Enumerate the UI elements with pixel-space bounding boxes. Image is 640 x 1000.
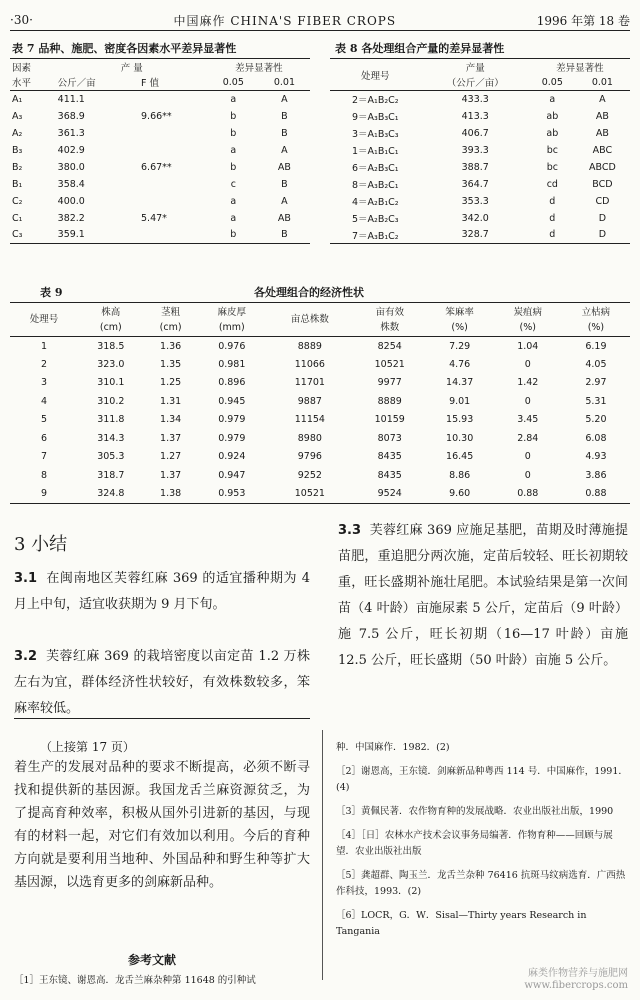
table-row	[330, 159, 630, 176]
table9-header-unit: (%)	[519, 321, 536, 333]
table-cell: 0.924	[218, 451, 246, 463]
table-cell: 8435	[377, 451, 402, 463]
summary-3-2	[14, 644, 310, 722]
table7-header: 产 量	[120, 62, 143, 74]
table-cell: 1.36	[160, 340, 182, 352]
table-cell: 9977	[377, 377, 402, 389]
table-cell: B	[281, 110, 288, 122]
table9-header-label: 立枯病	[581, 306, 611, 318]
table-cell: 10521	[374, 358, 405, 370]
table-cell: 364.7	[461, 178, 489, 190]
reference-item: ［3］黄佩民著．农作物育种的发展战略．农业出版社出版，1990	[336, 806, 614, 817]
table-cell: 8980	[297, 432, 322, 444]
table-cell: B₂	[12, 161, 23, 173]
table9-header-label: 炭疽病	[513, 306, 543, 318]
journal-title: 中国麻作 CHINA'S FIBER CROPS	[173, 13, 397, 28]
table-cell: 4.76	[449, 358, 471, 370]
table-cell: 1.35	[160, 358, 182, 370]
table-cell: 411.1	[57, 93, 85, 105]
table9-header-label: 茎粗	[161, 306, 181, 318]
table-cell: 6＝A₂B₃C₁	[351, 163, 399, 174]
table-cell	[139, 193, 208, 210]
table-cell: d	[549, 229, 556, 241]
table-cell: 8073	[377, 432, 402, 444]
table-cell: A	[281, 93, 288, 105]
table-cell: 10.30	[446, 432, 474, 444]
table-cell: 1.37	[160, 469, 182, 481]
table9-header-unit: (mm)	[218, 321, 245, 333]
table-cell: 11701	[294, 377, 325, 389]
table-cell: BCD	[592, 178, 613, 190]
table-cell: 358.4	[57, 178, 85, 190]
table-cell: D	[598, 229, 607, 241]
table-cell: B₃	[12, 144, 23, 156]
table-cell: a	[549, 93, 556, 105]
table-cell: C₂	[12, 195, 23, 207]
table-cell: D	[598, 212, 607, 224]
table-cell: 1.38	[160, 488, 182, 499]
table9-header-label: 笨麻率	[445, 306, 474, 318]
table-cell: a	[230, 93, 237, 105]
table-cell: 15.93	[446, 414, 474, 426]
table9-caption: 各处理组合的经济性状	[254, 286, 364, 299]
reference-item: ［2］谢恩高，王东镜．剑麻新品种粤西 114 号．中国麻作，1991．(4)	[336, 766, 628, 793]
table-cell: 0	[524, 469, 531, 481]
table-row	[10, 411, 630, 430]
table-cell: 1.04	[517, 340, 539, 352]
table-cell: 1.42	[517, 377, 539, 389]
table-cell: 0.896	[218, 377, 246, 389]
table-cell: 310.1	[97, 377, 125, 389]
table-cell: 16.45	[446, 451, 474, 463]
table9-header-label: 麻皮厚	[217, 306, 247, 318]
table9-header-unit: (%)	[451, 321, 468, 333]
table-cell: 6.08	[585, 432, 607, 444]
table-cell: 0.947	[218, 469, 246, 481]
table-cell: 3＝A₁B₃C₃	[351, 129, 399, 140]
table9-header-label: 株高	[101, 306, 121, 318]
table-cell: A₁	[12, 93, 23, 105]
table-row	[10, 392, 630, 411]
table-cell	[139, 125, 208, 142]
table-cell: AB	[595, 110, 609, 122]
table-cell: 7.29	[449, 340, 471, 352]
summary-3-3	[338, 518, 628, 674]
table-cell: bc	[546, 161, 558, 173]
table7-header: 差异显著性	[235, 62, 283, 74]
table-cell: 6.67**	[141, 161, 172, 173]
table-cell: 1	[41, 340, 48, 352]
references-title: 参考文献	[128, 953, 177, 967]
table-cell: 388.7	[461, 161, 489, 173]
table9-header	[562, 303, 630, 337]
table9-header-unit: (cm)	[99, 321, 122, 333]
table-cell	[139, 91, 208, 108]
table-row	[10, 91, 310, 108]
table-cell: A₃	[12, 110, 23, 122]
table-cell: B	[281, 127, 288, 139]
table-cell: b	[230, 127, 237, 139]
table-cell: 413.3	[461, 110, 489, 122]
table-cell: bc	[546, 144, 558, 156]
table-cell: 324.8	[97, 488, 125, 499]
table7	[10, 58, 310, 244]
table9-header-unit: (%)	[587, 321, 605, 333]
table-cell: 0.979	[218, 414, 246, 426]
table-cell: 10159	[374, 414, 405, 426]
table8-subheader: 0.05	[541, 76, 563, 88]
table-cell: 1＝A₁B₁C₁	[351, 146, 399, 157]
table-cell: 3.45	[517, 414, 539, 426]
table-cell: 9524	[377, 488, 402, 499]
table-cell: 4	[41, 395, 48, 407]
table-row	[10, 429, 630, 448]
continued-text: 着生产的发展对品种的要求不断提高，必须不断寻找和提供新的基因源。我国龙舌兰麻资源贫乏，为了提高育种效率，积极从国外引进新的基因，与现有的材料一起，对它们有效加以利用。今后的育种方向就是要利用当地种、外国品种和野生种等扩大基因源，以选育更多的剑麻新品种。	[14, 760, 310, 890]
summary-3-1-number: 3.1	[14, 571, 38, 586]
table8-header: 处理号	[361, 70, 390, 82]
table-cell: 8＝A₃B₂C₁	[351, 180, 399, 191]
reference-item: ［4］［日］农林水产技术会议事务局编著．作物育种——回顾与展望．农业出版社出版	[336, 830, 613, 857]
table-cell: 11154	[294, 414, 325, 426]
table-cell: 6.19	[585, 340, 607, 352]
table-cell: 0.981	[218, 358, 246, 370]
table-cell: 7＝A₃B₁C₂	[351, 230, 399, 242]
summary-3-2-number: 3.2	[14, 649, 38, 664]
table7-header: 因素	[12, 62, 32, 74]
table-cell: A	[281, 195, 288, 207]
table-cell: 323.0	[97, 358, 125, 370]
table-cell: 8.86	[449, 469, 471, 481]
table8-header-unit: （公斤／亩）	[446, 78, 504, 90]
reference-1: ［1］王东镜、谢恩高．龙舌兰麻杂种第 11648 的引种试	[14, 975, 256, 986]
table-row	[10, 176, 310, 193]
table-cell: CD	[595, 195, 610, 207]
table-cell: 359.1	[57, 229, 85, 241]
table-cell: 14.37	[446, 377, 474, 389]
table-cell: A	[599, 93, 606, 105]
table7-caption: 表 7 品种、施肥、密度各因素水平差异显著性	[12, 42, 237, 55]
watermark	[524, 968, 628, 992]
table-cell	[139, 227, 208, 244]
table-cell: 9887	[297, 395, 322, 407]
table-cell: b	[230, 161, 237, 173]
table-cell: 0.945	[218, 395, 246, 407]
column-divider	[322, 730, 323, 980]
summary-3-1-text: 在闽南地区芙蓉红麻 369 的适宜播种期为 4 月上中旬，适宜收获期为 9 月下旬。	[14, 571, 311, 612]
table-cell: 0.979	[218, 432, 246, 444]
table-cell: A₂	[12, 127, 23, 139]
table9-header	[198, 303, 266, 337]
table-cell: 8889	[297, 340, 322, 352]
table-cell: a	[230, 144, 237, 156]
table8	[330, 58, 630, 244]
table-row	[10, 193, 310, 210]
table-row	[330, 142, 630, 159]
table-cell: 5＝A₂B₂C₃	[351, 214, 399, 225]
table9-header	[266, 303, 354, 337]
table-row	[10, 374, 630, 393]
table-cell: C₃	[12, 229, 23, 241]
table-cell: 311.8	[97, 414, 125, 426]
table-cell: 380.0	[57, 161, 85, 173]
table-cell: 0	[524, 358, 531, 370]
table-cell: ABC	[592, 144, 613, 156]
table-cell: d	[549, 212, 556, 224]
table-cell: 9.60	[449, 488, 471, 499]
table-cell: 318.5	[97, 340, 125, 352]
table-cell: 4＝A₂B₁C₂	[351, 197, 399, 208]
table9-header-unit: (cm)	[159, 321, 182, 333]
table9-header	[78, 303, 143, 337]
table-cell: 9＝A₃B₃C₁	[351, 112, 399, 123]
table-row	[330, 91, 630, 108]
table-row	[10, 159, 310, 176]
table-row	[10, 466, 630, 485]
table-cell: AB	[595, 127, 609, 139]
table-row	[10, 355, 630, 374]
table-cell: 393.3	[461, 144, 489, 156]
issue-info: 1996 年第 18 卷	[536, 13, 630, 28]
reference-item: ［5］龚超群、陶玉兰．龙舌兰杂种 76416 抗斑马纹病选育．广西热作科技，1993．(2)	[336, 870, 626, 897]
table-cell: 8	[41, 469, 48, 481]
table-cell	[139, 142, 208, 159]
table-cell: B	[281, 229, 288, 241]
table-cell: ab	[546, 110, 559, 122]
watermark-line1: 麻类作物营养与施肥网	[528, 968, 628, 979]
table-cell: 314.3	[97, 432, 125, 444]
table-row	[10, 485, 630, 504]
table7-subheader: 水平	[12, 78, 32, 90]
table9-header-label: 亩有效	[375, 306, 404, 318]
table-cell: 2＝A₁B₂C₂	[351, 95, 399, 107]
table7-subheader: F 值	[141, 78, 159, 90]
table9-header	[494, 303, 562, 337]
summary-3-1	[14, 566, 310, 618]
table-cell: 0.976	[218, 340, 246, 352]
table-cell: ABCD	[589, 161, 616, 173]
table-cell: 4.93	[585, 451, 607, 463]
table-cell: 8254	[377, 340, 402, 352]
table-cell: 361.3	[57, 127, 85, 139]
table-cell: 368.9	[57, 110, 85, 122]
references-list	[336, 740, 628, 948]
table-cell: 0.88	[517, 488, 539, 499]
table8-header: 产量	[465, 62, 485, 74]
reference-item: 种．中国麻作．1982．(2)	[336, 742, 450, 753]
table-cell: 318.7	[97, 469, 125, 481]
table-cell: 1.31	[160, 395, 182, 407]
table-cell: 5	[41, 414, 48, 426]
table-cell: 0.88	[585, 488, 607, 499]
table-cell: 5.20	[585, 414, 607, 426]
table8-caption: 表 8 各处理组合产量的差异显著性	[335, 42, 505, 55]
table-cell: 2	[41, 358, 48, 370]
table8-subheader: 0.01	[591, 76, 613, 88]
table-cell: 0	[524, 395, 531, 407]
table-cell: 10521	[294, 488, 325, 499]
table-cell: 402.9	[57, 144, 85, 156]
table-cell: 382.2	[57, 212, 85, 224]
table-cell: d	[549, 195, 556, 207]
table-row	[10, 448, 630, 467]
table9-header-row	[10, 303, 630, 337]
table-cell: b	[230, 110, 237, 122]
table-cell: 0	[524, 451, 531, 463]
table-row	[330, 125, 630, 142]
table9-header	[354, 303, 426, 337]
table-cell: a	[230, 195, 237, 207]
table7-subheader: 0.05	[222, 76, 244, 88]
table-cell: 9	[41, 488, 48, 499]
table-row	[330, 193, 630, 210]
table-row	[330, 227, 630, 244]
table7-subheader: 0.01	[273, 76, 295, 88]
continued-note: （上接第 17 页）	[40, 740, 135, 754]
table-cell: 1.34	[160, 414, 182, 426]
table9-header	[426, 303, 494, 337]
table-cell: 3	[41, 377, 48, 389]
table-row	[10, 227, 310, 244]
column-separator	[14, 718, 310, 719]
table8-header: 差异显著性	[556, 62, 604, 74]
table-cell: AB	[277, 212, 291, 224]
table-cell: 2.97	[585, 377, 607, 389]
table-cell: 5.31	[585, 395, 607, 407]
page-header	[10, 10, 630, 31]
table-cell: A	[281, 144, 288, 156]
table-cell: 3.86	[585, 469, 607, 481]
table9-header	[10, 303, 78, 337]
reference-item: ［6］LOCR，G．W．Sisal—Thirty years Research in Tanganiа	[336, 910, 587, 937]
table-cell: 0.953	[218, 488, 246, 499]
table-cell: 1.27	[160, 451, 182, 463]
table7-subheader: 公斤／亩	[57, 78, 96, 90]
summary-3-3-text: 芙蓉红麻 369 应施足基肥，苗期及时薄施提苗肥，重追肥分两次施，定苗后较轻、旺长初期较重，旺长盛期补施壮尾肥。本试验结果是第一次间苗（4 叶龄）亩施尿素 5 公斤，定苗后（9 叶龄）施 7.5 公斤，旺长初期（16—17 叶龄）亩施 12.5 公斤，旺长盛期（50 叶龄）亩施 5 公斤。	[338, 523, 629, 668]
table-cell: 9796	[297, 451, 322, 463]
table-cell: 1.25	[160, 377, 182, 389]
table-cell: 9252	[297, 469, 322, 481]
summary-heading: 3 小结	[14, 534, 68, 555]
table-cell: b	[230, 229, 237, 241]
table9	[10, 302, 630, 504]
table9-label: 表 9	[40, 286, 63, 299]
table-cell: B	[281, 178, 288, 190]
table9-header-unit: 株数	[380, 321, 400, 333]
table-cell: 8435	[377, 469, 402, 481]
page-number: ·30·	[10, 13, 33, 27]
table-cell: 310.2	[97, 395, 125, 407]
table-cell: B₁	[12, 178, 23, 190]
table9-header-label: 处理号	[29, 314, 59, 325]
table-row	[10, 210, 310, 227]
table-row	[330, 108, 630, 125]
table-cell: 9.01	[449, 395, 471, 407]
table-cell: 406.7	[461, 127, 489, 139]
table-cell: 1.37	[160, 432, 182, 444]
table-cell: AB	[277, 161, 291, 173]
table-row	[10, 142, 310, 159]
table-cell: 11066	[294, 358, 325, 370]
table-cell: 2.84	[517, 432, 539, 444]
table-cell: 400.0	[57, 195, 85, 207]
table-cell: 433.3	[461, 93, 489, 105]
table-row	[330, 176, 630, 193]
summary-3-2-text: 芙蓉红麻 369 的栽培密度以亩定苗 1.2 万株左右为宜，群体经济性状较好，有效株数较多，笨麻率较低。	[14, 649, 310, 716]
table-cell: ab	[546, 127, 559, 139]
table-cell: C₁	[12, 212, 23, 224]
table-cell: 9.66**	[141, 110, 172, 122]
table-cell: 8889	[377, 395, 402, 407]
table-cell: 7	[41, 451, 48, 463]
table-cell	[139, 176, 208, 193]
table-cell: 353.3	[461, 195, 489, 207]
table-row	[10, 125, 310, 142]
table-cell: c	[230, 178, 236, 190]
table9-header-label: 亩总株数	[290, 314, 329, 325]
table-cell: cd	[546, 178, 558, 190]
table-cell: 342.0	[461, 212, 489, 224]
watermark-line2: www.fibercrops.com	[524, 980, 628, 991]
table-cell: 5.47*	[141, 212, 167, 224]
table-cell: a	[230, 212, 237, 224]
table9-header	[144, 303, 198, 337]
table-cell: 4.05	[585, 358, 607, 370]
table-row	[10, 337, 630, 356]
table-row	[330, 210, 630, 227]
table-cell: 328.7	[461, 229, 489, 241]
summary-3-3-number: 3.3	[338, 523, 362, 538]
table-cell: 305.3	[97, 451, 125, 463]
table-cell: 6	[41, 432, 48, 444]
table-row	[10, 108, 310, 125]
